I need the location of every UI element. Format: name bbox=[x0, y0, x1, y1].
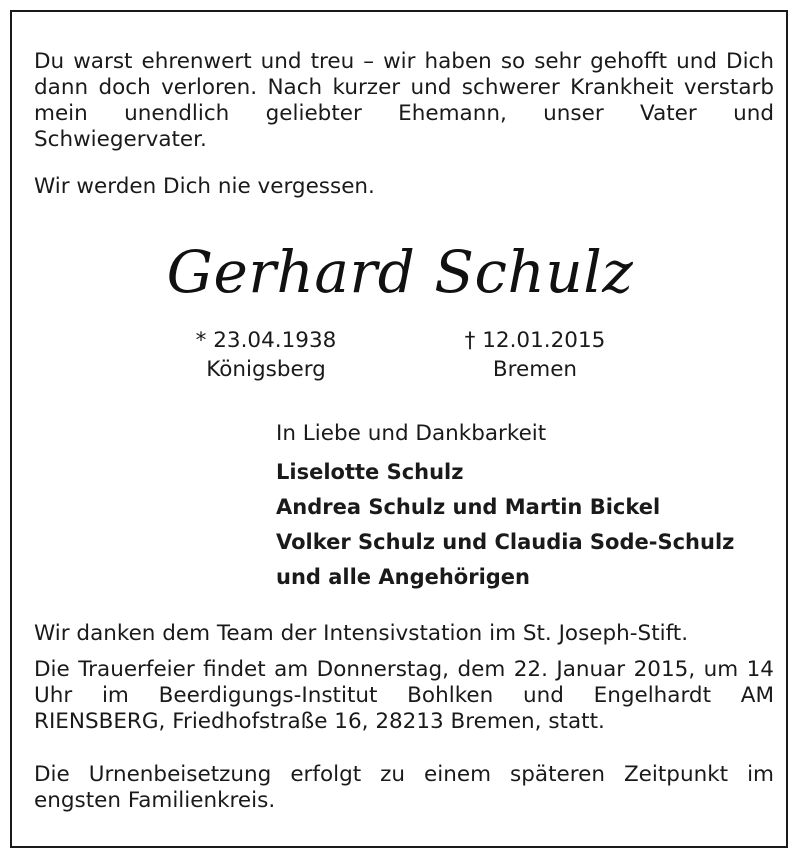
death-date: † 12.01.2015 bbox=[464, 328, 606, 353]
service-paragraph: Die Trauerfeier findet am Donnerstag, dem 22. Januar 2015, um 14 Uhr im Beerdigungs-Institut Bohlken und Engelhardt AM RIENSBERG, Friedhofstraße 16, 28213 Bremen, statt. bbox=[34, 657, 774, 734]
mourners-intro: In Liebe und Dankbarkeit bbox=[276, 421, 547, 446]
intro-paragraph: Du warst ehrenwert und treu – wir haben so sehr gehofft und Dich dann doch verloren. Nach kurzer und schwerer Krankheit verstarb mein unendlich geliebter Ehemann, unser Vater und Schwiegervater. bbox=[34, 49, 774, 152]
urn-paragraph: Die Urnenbeisetzung erfolgt zu einem späteren Zeitpunkt im engsten Familienkreis. bbox=[34, 762, 774, 813]
thanks-line: Wir danken dem Team der Intensivstation im St. Joseph-Stift. bbox=[34, 621, 689, 646]
birth-date: * 23.04.1938 bbox=[195, 328, 337, 353]
mourner-name: und alle Angehörigen bbox=[276, 565, 530, 589]
mourner-name: Volker Schulz und Claudia Sode-Schulz bbox=[276, 530, 735, 554]
birth-place: Königsberg bbox=[206, 357, 326, 382]
mourner-name: Liselotte Schulz bbox=[276, 460, 464, 484]
death-place: Bremen bbox=[492, 357, 578, 382]
mourners-block bbox=[276, 419, 734, 595]
farewell-line: Wir werden Dich nie vergessen. bbox=[34, 174, 375, 199]
death-info bbox=[415, 326, 655, 384]
birth-info bbox=[146, 326, 386, 384]
deceased-name: Gerhard Schulz bbox=[166, 238, 634, 306]
mourner-name: Andrea Schulz und Martin Bickel bbox=[276, 495, 661, 519]
